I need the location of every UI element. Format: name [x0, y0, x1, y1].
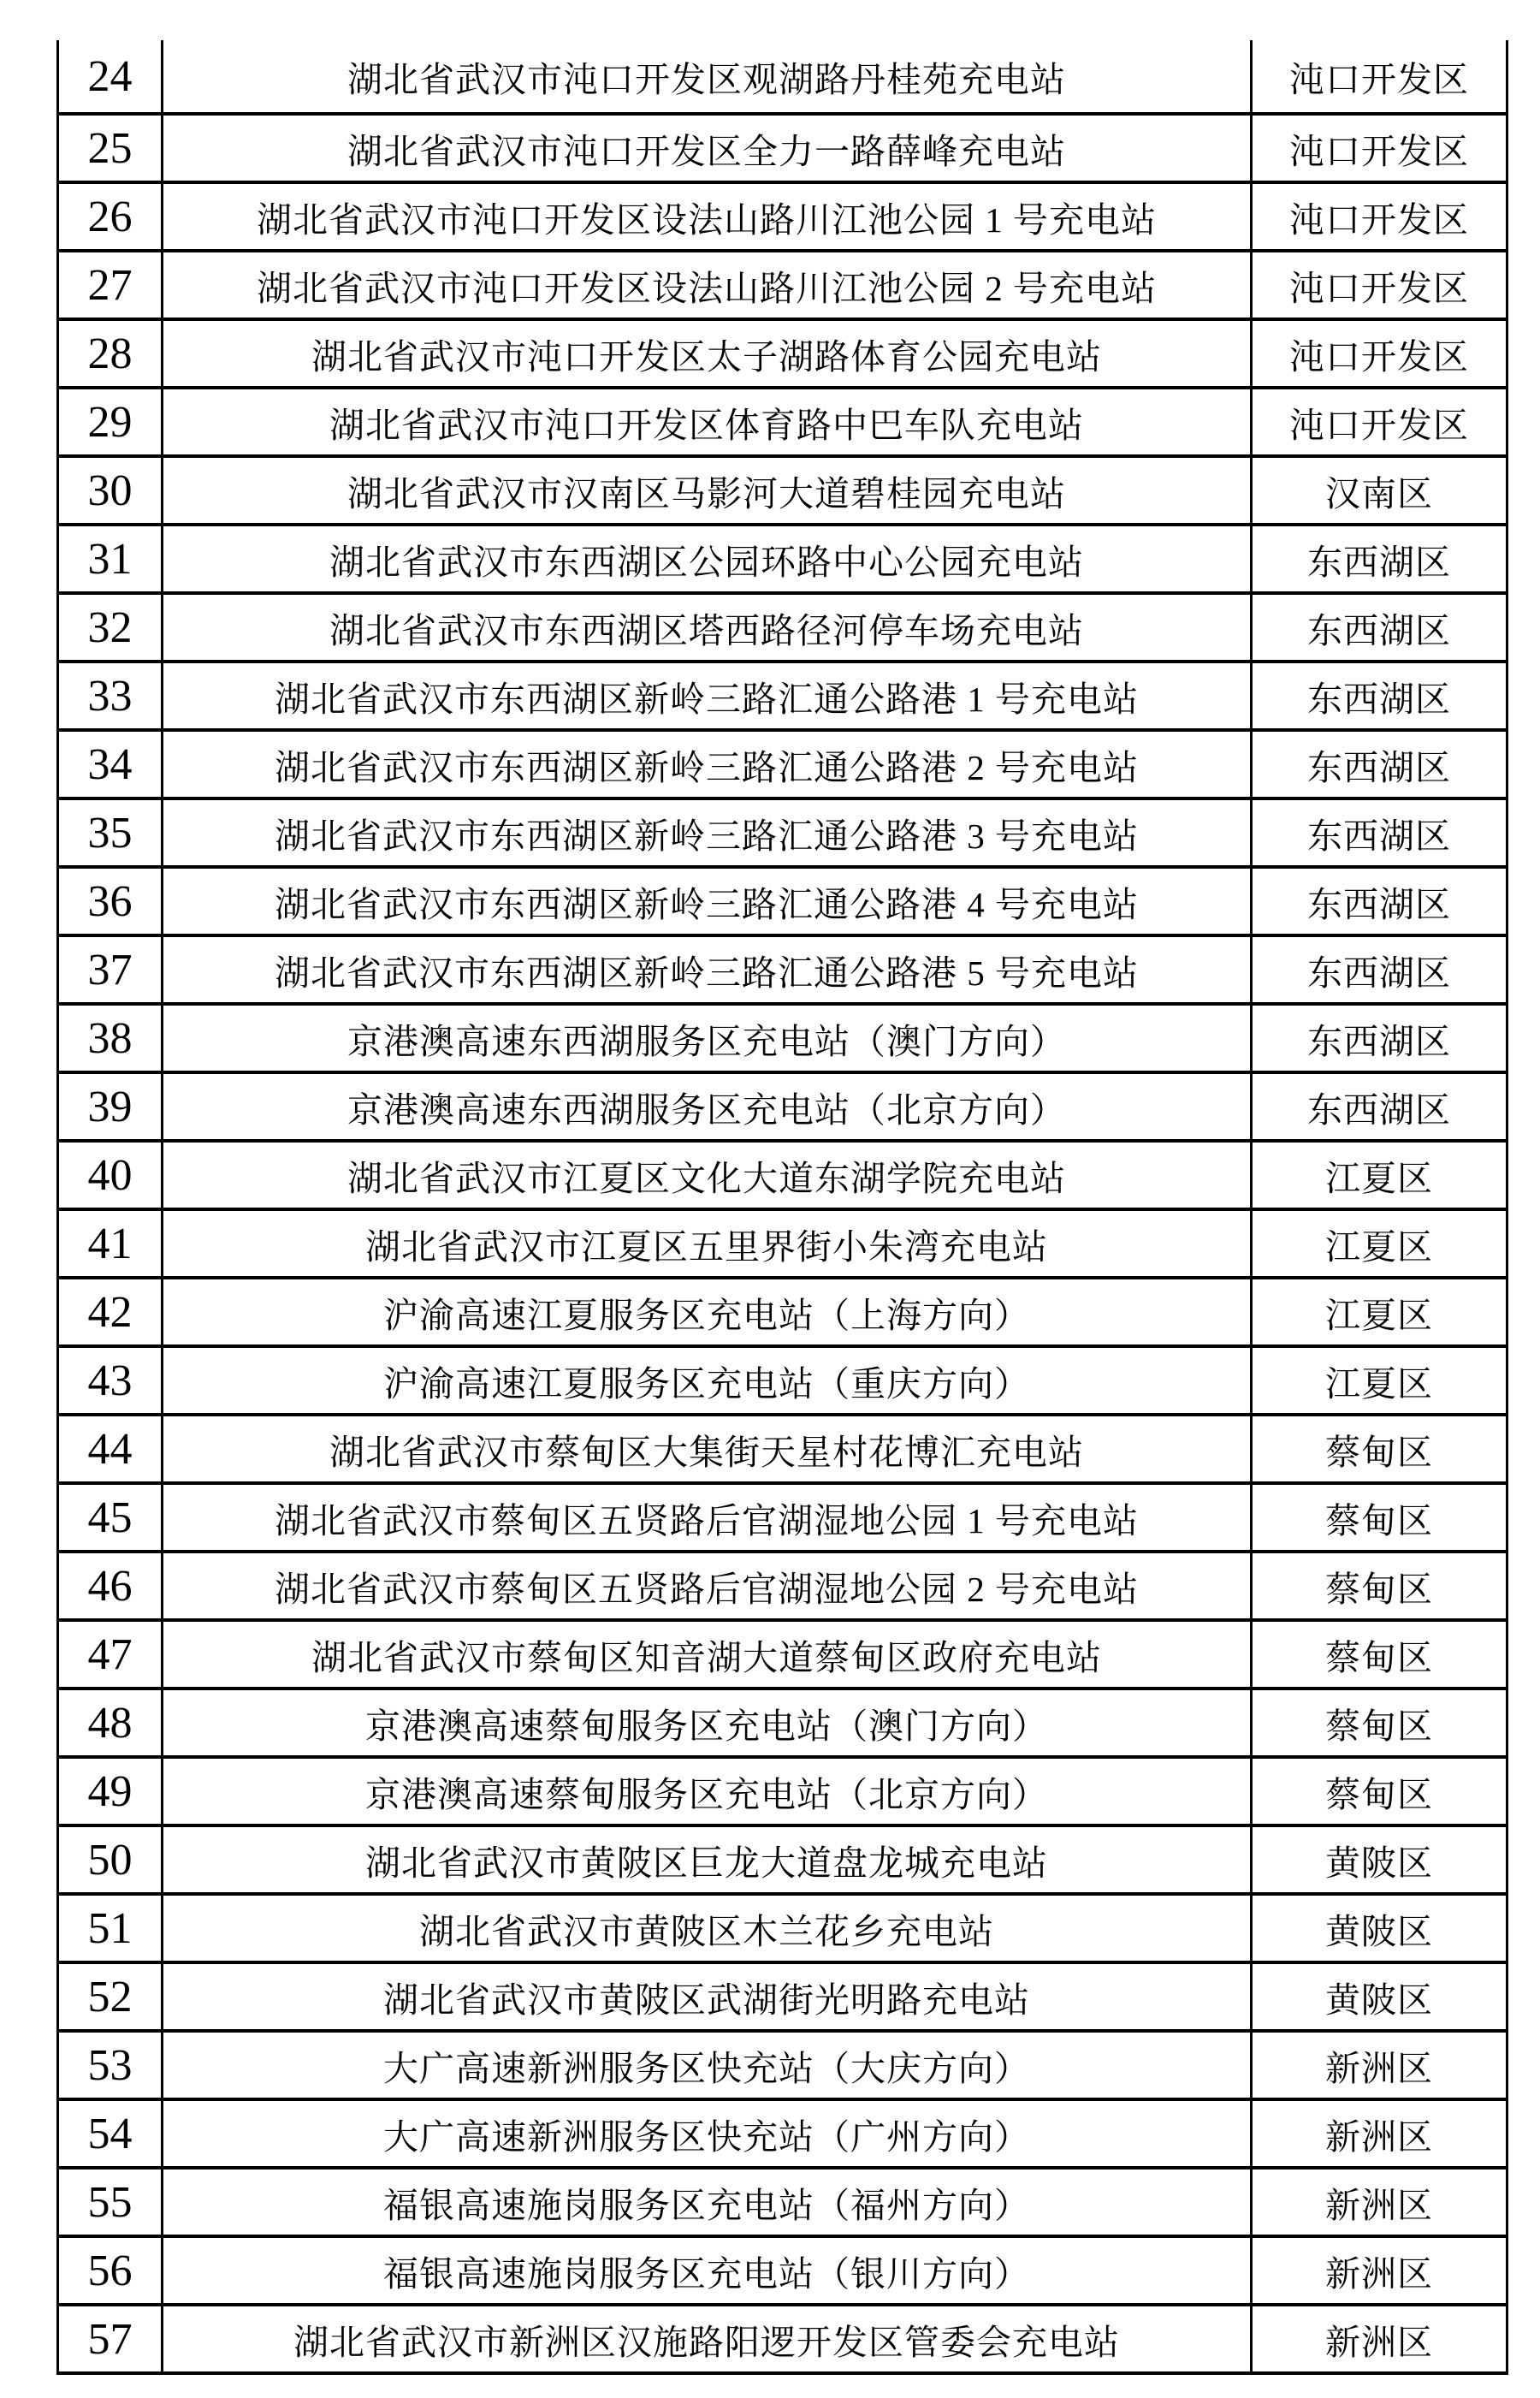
station-row — [58, 1825, 1507, 1894]
district-name: 东西湖区 — [1252, 593, 1507, 662]
district-name: 蔡甸区 — [1252, 1620, 1507, 1689]
row-number: 47 — [58, 1620, 163, 1689]
station-name: 湖北省武汉市东西湖区新岭三路汇通公路港 2 号充电站 — [163, 730, 1252, 798]
row-number: 25 — [58, 114, 163, 182]
row-number: 28 — [58, 319, 163, 388]
station-name: 湖北省武汉市江夏区五里界街小朱湾充电站 — [163, 1209, 1252, 1278]
station-name: 湖北省武汉市蔡甸区知音湖大道蔡甸区政府充电站 — [163, 1620, 1252, 1689]
station-name: 湖北省武汉市黄陂区巨龙大道盘龙城充电站 — [163, 1825, 1252, 1894]
district-name: 蔡甸区 — [1252, 1483, 1507, 1552]
row-number: 42 — [58, 1278, 163, 1346]
station-name: 湖北省武汉市新洲区汉施路阳逻开发区管委会充电站 — [163, 2305, 1252, 2373]
row-number: 32 — [58, 593, 163, 662]
row-number: 39 — [58, 1072, 163, 1141]
district-name: 新洲区 — [1252, 2099, 1507, 2168]
station-row — [58, 2168, 1507, 2236]
station-name: 京港澳高速蔡甸服务区充电站（澳门方向） — [163, 1689, 1252, 1757]
district-name: 蔡甸区 — [1252, 1689, 1507, 1757]
row-number: 55 — [58, 2168, 163, 2236]
station-name: 沪渝高速江夏服务区充电站（重庆方向） — [163, 1346, 1252, 1415]
station-name: 大广高速新洲服务区快充站（广州方向） — [163, 2099, 1252, 2168]
station-name: 湖北省武汉市沌口开发区太子湖路体育公园充电站 — [163, 319, 1252, 388]
station-row — [58, 1278, 1507, 1346]
row-number: 34 — [58, 730, 163, 798]
station-name: 湖北省武汉市蔡甸区大集街天星村花博汇充电站 — [163, 1415, 1252, 1483]
station-row — [58, 1620, 1507, 1689]
station-name: 湖北省武汉市江夏区文化大道东湖学院充电站 — [163, 1141, 1252, 1209]
row-number: 26 — [58, 182, 163, 251]
station-row — [58, 2236, 1507, 2305]
row-number: 33 — [58, 662, 163, 730]
district-name: 蔡甸区 — [1252, 1552, 1507, 1620]
station-row — [58, 730, 1507, 798]
station-name: 湖北省武汉市东西湖区新岭三路汇通公路港 3 号充电站 — [163, 798, 1252, 867]
district-name: 新洲区 — [1252, 2236, 1507, 2305]
station-name: 湖北省武汉市黄陂区武湖街光明路充电站 — [163, 1962, 1252, 2031]
station-name: 大广高速新洲服务区快充站（大庆方向） — [163, 2031, 1252, 2099]
charging-station-table-wrap — [56, 40, 1508, 2375]
row-number: 24 — [58, 40, 163, 114]
station-name: 湖北省武汉市东西湖区公园环路中心公园充电站 — [163, 525, 1252, 593]
row-number: 57 — [58, 2305, 163, 2373]
district-name: 沌口开发区 — [1252, 251, 1507, 319]
station-row — [58, 1209, 1507, 1278]
district-name: 东西湖区 — [1252, 935, 1507, 1004]
station-name: 湖北省武汉市东西湖区新岭三路汇通公路港 5 号充电站 — [163, 935, 1252, 1004]
station-row — [58, 2031, 1507, 2099]
station-name: 湖北省武汉市沌口开发区体育路中巴车队充电站 — [163, 388, 1252, 456]
station-name: 湖北省武汉市沌口开发区设法山路川江池公园 2 号充电站 — [163, 251, 1252, 319]
district-name: 沌口开发区 — [1252, 388, 1507, 456]
row-number: 40 — [58, 1141, 163, 1209]
station-name: 福银高速施岗服务区充电站（银川方向） — [163, 2236, 1252, 2305]
station-name: 湖北省武汉市沌口开发区观湖路丹桂苑充电站 — [163, 40, 1252, 114]
district-name: 黄陂区 — [1252, 1894, 1507, 1962]
station-row — [58, 798, 1507, 867]
station-row — [58, 1141, 1507, 1209]
charging-station-table-body — [58, 40, 1507, 2373]
station-row — [58, 40, 1507, 114]
station-row — [58, 319, 1507, 388]
station-row — [58, 1962, 1507, 2031]
station-name: 湖北省武汉市汉南区马影河大道碧桂园充电站 — [163, 456, 1252, 525]
district-name: 江夏区 — [1252, 1141, 1507, 1209]
station-name: 沪渝高速江夏服务区充电站（上海方向） — [163, 1278, 1252, 1346]
station-name: 湖北省武汉市蔡甸区五贤路后官湖湿地公园 2 号充电站 — [163, 1552, 1252, 1620]
district-name: 东西湖区 — [1252, 798, 1507, 867]
row-number: 54 — [58, 2099, 163, 2168]
district-name: 沌口开发区 — [1252, 40, 1507, 114]
station-row — [58, 1894, 1507, 1962]
district-name: 黄陂区 — [1252, 1825, 1507, 1894]
station-row — [58, 388, 1507, 456]
row-number: 51 — [58, 1894, 163, 1962]
row-number: 50 — [58, 1825, 163, 1894]
station-row — [58, 2305, 1507, 2373]
station-row — [58, 456, 1507, 525]
row-number: 46 — [58, 1552, 163, 1620]
row-number: 30 — [58, 456, 163, 525]
district-name: 东西湖区 — [1252, 1072, 1507, 1141]
station-name: 京港澳高速东西湖服务区充电站（北京方向） — [163, 1072, 1252, 1141]
station-row — [58, 1346, 1507, 1415]
district-name: 沌口开发区 — [1252, 182, 1507, 251]
district-name: 黄陂区 — [1252, 1962, 1507, 2031]
station-row — [58, 1072, 1507, 1141]
station-row — [58, 251, 1507, 319]
row-number: 36 — [58, 867, 163, 935]
station-row — [58, 1757, 1507, 1825]
station-row — [58, 2099, 1507, 2168]
station-name: 湖北省武汉市沌口开发区设法山路川江池公园 1 号充电站 — [163, 182, 1252, 251]
row-number: 43 — [58, 1346, 163, 1415]
district-name: 东西湖区 — [1252, 662, 1507, 730]
station-row — [58, 525, 1507, 593]
row-number: 52 — [58, 1962, 163, 2031]
district-name: 东西湖区 — [1252, 525, 1507, 593]
station-name: 湖北省武汉市黄陂区木兰花乡充电站 — [163, 1894, 1252, 1962]
row-number: 45 — [58, 1483, 163, 1552]
station-name: 湖北省武汉市东西湖区塔西路径河停车场充电站 — [163, 593, 1252, 662]
station-name: 京港澳高速东西湖服务区充电站（澳门方向） — [163, 1004, 1252, 1072]
station-row — [58, 1552, 1507, 1620]
district-name: 新洲区 — [1252, 2031, 1507, 2099]
row-number: 35 — [58, 798, 163, 867]
station-name: 福银高速施岗服务区充电站（福州方向） — [163, 2168, 1252, 2236]
district-name: 蔡甸区 — [1252, 1757, 1507, 1825]
district-name: 江夏区 — [1252, 1346, 1507, 1415]
row-number: 44 — [58, 1415, 163, 1483]
district-name: 江夏区 — [1252, 1209, 1507, 1278]
row-number: 31 — [58, 525, 163, 593]
station-row — [58, 1415, 1507, 1483]
station-name: 湖北省武汉市东西湖区新岭三路汇通公路港 1 号充电站 — [163, 662, 1252, 730]
station-row — [58, 935, 1507, 1004]
station-name: 京港澳高速蔡甸服务区充电站（北京方向） — [163, 1757, 1252, 1825]
station-row — [58, 1483, 1507, 1552]
station-row — [58, 182, 1507, 251]
row-number: 37 — [58, 935, 163, 1004]
charging-station-table — [56, 40, 1508, 2375]
row-number: 27 — [58, 251, 163, 319]
row-number: 49 — [58, 1757, 163, 1825]
row-number: 53 — [58, 2031, 163, 2099]
station-row — [58, 1689, 1507, 1757]
row-number: 56 — [58, 2236, 163, 2305]
district-name: 汉南区 — [1252, 456, 1507, 525]
row-number: 41 — [58, 1209, 163, 1278]
district-name: 东西湖区 — [1252, 1004, 1507, 1072]
district-name: 东西湖区 — [1252, 867, 1507, 935]
station-row — [58, 114, 1507, 182]
district-name: 新洲区 — [1252, 2305, 1507, 2373]
station-row — [58, 867, 1507, 935]
row-number: 38 — [58, 1004, 163, 1072]
station-name: 湖北省武汉市蔡甸区五贤路后官湖湿地公园 1 号充电站 — [163, 1483, 1252, 1552]
district-name: 沌口开发区 — [1252, 319, 1507, 388]
row-number: 48 — [58, 1689, 163, 1757]
station-row — [58, 1004, 1507, 1072]
row-number: 29 — [58, 388, 163, 456]
station-name: 湖北省武汉市沌口开发区全力一路薛峰充电站 — [163, 114, 1252, 182]
station-name: 湖北省武汉市东西湖区新岭三路汇通公路港 4 号充电站 — [163, 867, 1252, 935]
district-name: 江夏区 — [1252, 1278, 1507, 1346]
district-name: 东西湖区 — [1252, 730, 1507, 798]
district-name: 新洲区 — [1252, 2168, 1507, 2236]
station-row — [58, 593, 1507, 662]
district-name: 沌口开发区 — [1252, 114, 1507, 182]
district-name: 蔡甸区 — [1252, 1415, 1507, 1483]
station-row — [58, 662, 1507, 730]
